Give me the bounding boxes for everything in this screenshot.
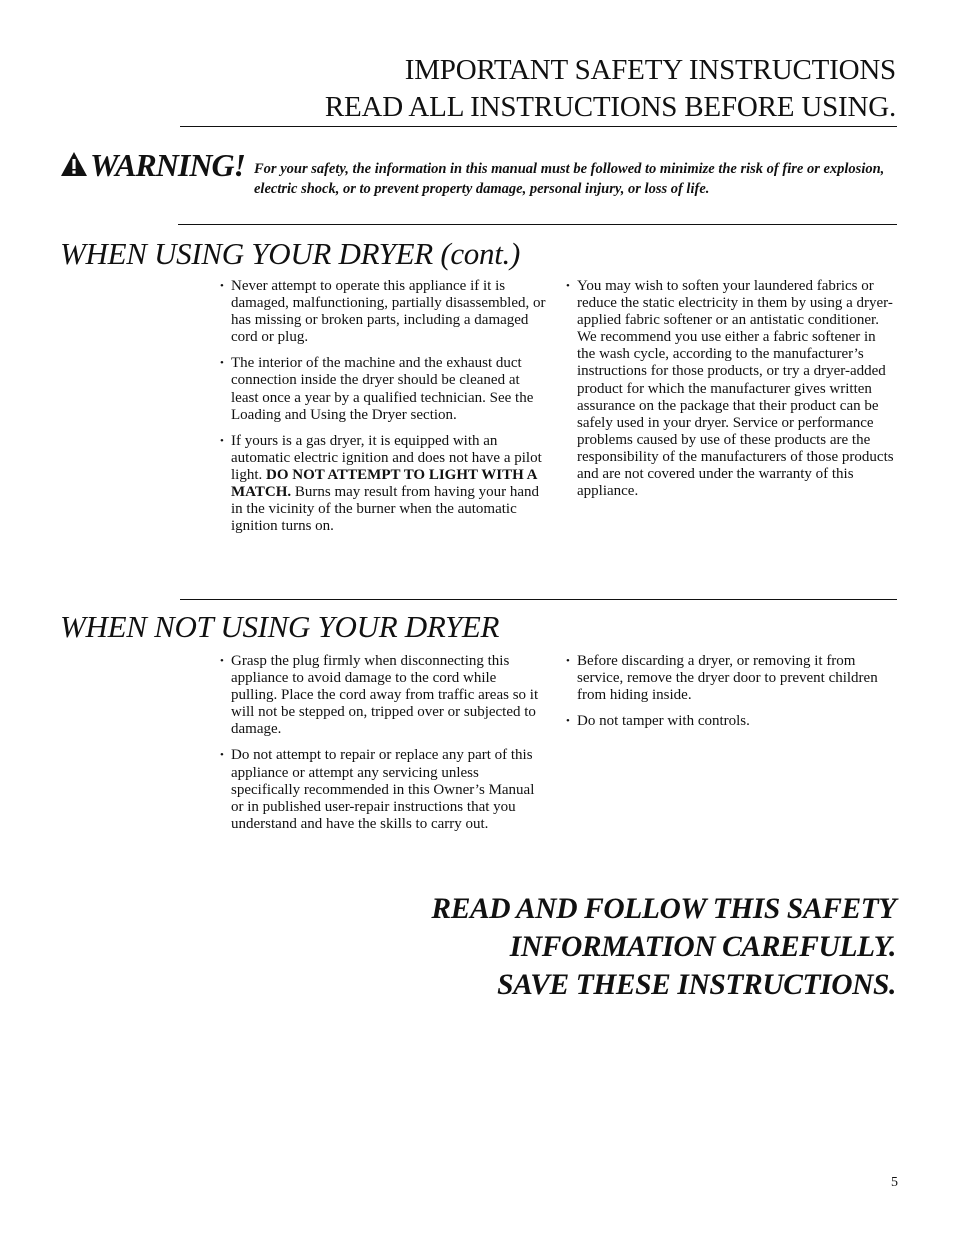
list-item: • The interior of the machine and the exhaust duct connection inside the dryer should be cleaned at least once a year by a qualified technician. See the Loading and Using the Dryer section. (220, 355, 546, 423)
header-divider (180, 126, 897, 127)
list-item: • Grasp the plug firmly when disconnecting this appliance to avoid damage to the cord while pulling. Place the cord away from traffic areas so it will not be stepped on, tripped over or subjected to damage. (220, 653, 546, 738)
warning-text: For your safety, the information in this manual must be followed to minimize the risk of fire or explosion, electric shock, or to prevent property damage, personal injury, or loss of life. (254, 161, 885, 197)
closing-line1: READ AND FOLLOW THIS SAFETY (431, 893, 896, 925)
header-title-line1: IMPORTANT SAFETY INSTRUCTIONS (404, 54, 896, 86)
section-divider (180, 599, 897, 600)
using-right-column (566, 278, 896, 509)
closing-line2: INFORMATION CAREFULLY. (509, 931, 896, 963)
page-number: 5 (891, 1175, 898, 1190)
list-item-emphasis: DO NOT ATTEMPT TO LIGHT WITH A MATCH. (231, 466, 537, 501)
list-item: • Do not attempt to repair or replace any part of this appliance or attempt any servicing unless specifically recommended in this Owner’s Manual or in published user-repair instructions that you understand and have the skills to carry out. (220, 747, 546, 832)
list-item: • Do not tamper with controls. (566, 713, 896, 730)
using-left-column (220, 278, 546, 544)
section-title-using: WHEN USING YOUR DRYER (cont.) (60, 236, 520, 271)
closing-statement (296, 890, 896, 1004)
list-item (220, 433, 546, 536)
list-item-text: If yours is a gas dryer, it is equipped with an automatic electric ignition and does not have a pilot light. (231, 432, 542, 483)
page-header-title (136, 52, 896, 126)
not-using-left-column (220, 653, 546, 842)
list-item: • Never attempt to operate this appliance if it is damaged, malfunctioning, partially disassembled, or has missing or broken parts, including a damaged cord or plug. (220, 278, 546, 346)
not-using-right-column (566, 653, 896, 739)
closing-line3: SAVE THESE INSTRUCTIONS. (497, 969, 896, 1001)
warning-divider (178, 224, 897, 225)
header-title-line2: READ ALL INSTRUCTIONS BEFORE USING. (324, 91, 896, 123)
list-item: • You may wish to soften your laundered fabrics or reduce the static electricity in them by using a dryer-applied fabric softener or an antistatic conditioner. We recommend you use either a fabric softener in the wash cycle, according to the manufacturer’s instructions for those products, or try a dryer-added product for which the manufacturer gives written assurance on the package that their product can be safely used in your dryer. Service or performance problems caused by use of these products are the responsibility of the manufacturers of those products and are not covered under the warranty of this appliance. (566, 278, 896, 500)
section-title-not-using: WHEN NOT USING YOUR DRYER (60, 609, 500, 644)
list-item: • Before discarding a dryer, or removing it from service, remove the dryer door to prevent children from hiding inside. (566, 653, 896, 704)
warning-label: WARNING! (90, 147, 245, 183)
list-item-text: Burns may result from having your hand in the vicinity of the burner when the automatic ignition turns on. (231, 484, 540, 535)
warning-triangle-icon (60, 151, 88, 177)
